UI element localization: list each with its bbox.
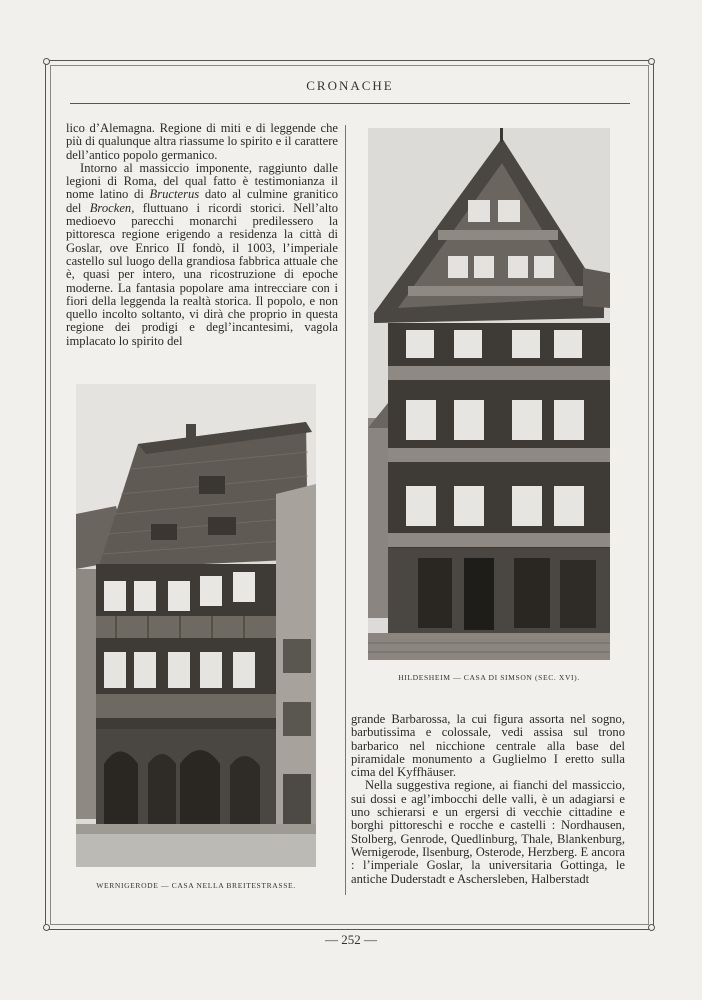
photo-caption-left: WERNIGERODE — CASA NELLA BREITESTRASSE. xyxy=(96,881,296,890)
text-run: grande Barbarossa, la cui figura assorta nel sogno, barbutissima e colossale, vedi assisa sul trono barbarico nel nicchione centrale alla base del piramidale monumento a Guglielmo I eretto sulla cima del Kyffhäuser. xyxy=(351,712,625,780)
photo-wernigerode-house xyxy=(76,384,316,867)
text-run: dato al culmine granitico del xyxy=(66,187,338,215)
frame-corner-ornament xyxy=(648,924,655,931)
paragraph xyxy=(351,779,625,885)
italic-term: Brocken, xyxy=(89,200,135,215)
text-run: lico d’Alemagna. Regione di miti e di leggende che più di qualunque altra riassume lo spirito e il carattere dell’antico popolo germanico. xyxy=(66,121,338,162)
text-column-left xyxy=(66,122,338,348)
text-column-right xyxy=(351,713,625,886)
text-run: Nella suggestiva regione, ai fianchi del massiccio, sui dossi e agl’imbocchi delle valli, è un adagiarsi e uno schierarsi e un ergersi di vecchie cittadine e borghi pittoreschi e rocche e castelli : Nordhausen, Stolberg, Genrode, Quedlinburg, Thale, Blankenburg, Wernigerode, Ilsenburg, Osterode, Herzberg. E ancora : l’imperiale Goslar, la universitaria Gottinga, le antiche Duderstadt e Aschersleben, Halberstadt xyxy=(351,778,625,886)
text-run: fluttuano i ricordi storici. Nell’alto medioevo parecchi monarchi predilessero la pittoresca regione erigendo a residenza la città di Goslar, ove Enrico II fondò, il 1003, l’imperiale castello sul luogo della grandiosa fabbrica attuale che è, quasi per intero, una ricostruzione di epoche moderne. La fantasia popolare ama intrecciare con i fiori della leggenda la realtà storica. Il popolo, e non quello incolto soltanto, vi dirà che proprio in questa regione dei prodigi e degl’incantesimi, vagola implacato lo spirito del xyxy=(66,200,338,348)
photo-hildesheim-simson-house xyxy=(368,128,610,660)
photo-caption-right: HILDESHEIM — CASA DI SIMSON (SEC. XVI). xyxy=(398,673,580,682)
frame-corner-ornament xyxy=(648,58,655,65)
running-header: CRONACHE xyxy=(306,78,394,93)
paragraph xyxy=(66,122,338,162)
text-run: Intorno al massiccio imponente, raggiunto dalle legioni di Roma, del qual fatto è testimonianza il nome latino di xyxy=(66,160,338,202)
header-rule xyxy=(70,103,630,104)
paragraph xyxy=(66,162,338,348)
frame-corner-ornament xyxy=(43,924,50,931)
page-number: — 252 — xyxy=(325,932,377,947)
column-rule xyxy=(345,125,346,895)
italic-term: Bructerus xyxy=(149,187,200,202)
paragraph xyxy=(351,713,625,779)
frame-corner-ornament xyxy=(43,58,50,65)
